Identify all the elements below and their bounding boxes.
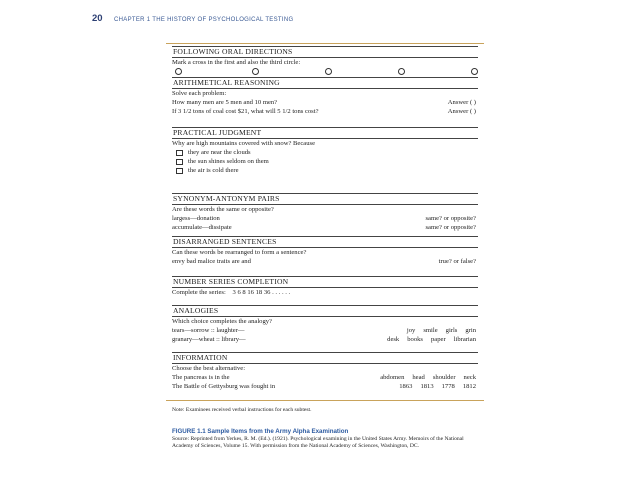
analogy-text: granary—wheat :: library— <box>172 336 246 343</box>
figure-source: Source: Reprinted from Yerkes, R. M. (Ed.). (1921). Psychological examining in the United States Army. Memoirs of the National Academy of Sciences, Volume 15. With permission from the National Academy of Sciences, Washington, DC. <box>172 435 464 449</box>
choice-word[interactable]: 1863 <box>399 383 413 390</box>
question-row <box>172 257 478 266</box>
choice-word[interactable]: joy <box>406 327 416 334</box>
question-text: Choose the best alternative: <box>172 365 246 372</box>
section-arithmetical-reasoning <box>172 77 478 116</box>
page-number: 20 <box>92 13 103 24</box>
question-row <box>172 326 478 335</box>
instruction: Mark a cross in the first and also the third circle: <box>172 59 301 66</box>
choice-word[interactable]: 1812 <box>462 383 476 390</box>
choice-word[interactable]: smile <box>423 327 438 334</box>
question-row <box>172 223 478 232</box>
checkbox-option[interactable] <box>172 148 478 157</box>
checkbox-option[interactable] <box>172 166 478 175</box>
question-row <box>172 98 478 107</box>
section-analogies <box>172 305 478 344</box>
choice-word[interactable]: shoulder <box>432 374 456 381</box>
question-text: Complete the series: <box>172 289 226 296</box>
section-heading: ANALOGIES <box>172 305 478 317</box>
circle-option[interactable] <box>175 68 182 75</box>
choice-word[interactable]: desk <box>387 336 400 343</box>
section-heading: ARITHMETICAL REASONING <box>172 77 478 89</box>
question-text: Which choice completes the analogy? <box>172 318 272 325</box>
choice-word[interactable]: paper <box>431 336 446 343</box>
section-disarranged-sentences <box>172 236 478 266</box>
question-row <box>172 373 478 382</box>
choice-word[interactable]: librarian <box>453 336 476 343</box>
section-practical-judgment <box>172 127 478 175</box>
choice-text[interactable]: same? or opposite? <box>425 215 476 222</box>
figure-title: FIGURE 1.1 Sample Items from the Army Alpha Examination <box>172 428 349 435</box>
choice-word[interactable]: neck <box>463 374 476 381</box>
question-text: How many men are 5 men and 10 men? <box>172 99 278 106</box>
scrambled-words: envy bad malice traits are and <box>172 258 251 265</box>
running-title: CHAPTER 1 THE HISTORY OF PSYCHOLOGICAL TESTING <box>114 17 294 23</box>
choice-list <box>399 326 476 335</box>
question-text: Can these words be rearranged to form a sentence? <box>172 249 307 256</box>
answer-field[interactable]: Answer ( ) <box>447 108 476 115</box>
choice-word[interactable]: 1778 <box>441 383 455 390</box>
checkbox-option[interactable] <box>172 157 478 166</box>
question-text: If 3 1/2 tons of coal cost $21, what will 5 1/2 tons cost? <box>172 108 319 115</box>
checkbox-icon <box>176 150 183 157</box>
question-row <box>172 382 478 391</box>
choice-list <box>372 373 476 382</box>
word-pair: accumulate—dissipate <box>172 224 232 231</box>
choice-list <box>391 382 476 391</box>
question-row <box>172 288 478 297</box>
circle-option[interactable] <box>398 68 405 75</box>
page-header <box>92 8 293 26</box>
choice-text[interactable]: same? or opposite? <box>425 224 476 231</box>
instruction: Solve each problem: <box>172 90 227 97</box>
circle-option[interactable] <box>471 68 478 75</box>
circle-row <box>172 67 478 76</box>
circle-option[interactable] <box>252 68 259 75</box>
choice-word[interactable]: grin <box>465 327 476 334</box>
section-heading: SYNONYM-ANTONYM PAIRS <box>172 193 478 205</box>
section-synonym-antonym <box>172 193 478 232</box>
figure-caption <box>172 428 482 450</box>
section-heading: INFORMATION <box>172 352 478 364</box>
choice-word[interactable]: head <box>412 374 425 381</box>
section-heading: PRACTICAL JUDGMENT <box>172 127 478 139</box>
section-heading: FOLLOWING ORAL DIRECTIONS <box>172 46 478 58</box>
choice-word[interactable]: books <box>407 336 423 343</box>
option-label: they are near the clouds <box>188 149 251 156</box>
section-information <box>172 352 478 391</box>
number-series: 3 6 8 16 18 36 . . . . . . <box>232 289 291 296</box>
choice-word[interactable]: abdomen <box>380 374 405 381</box>
question-text: Why are high mountains covered with snow? Because <box>172 140 316 147</box>
question-row <box>172 335 478 344</box>
question-text: Are these words the same or opposite? <box>172 206 274 213</box>
circle-option[interactable] <box>325 68 332 75</box>
question-text: The pancreas is in the <box>172 374 230 381</box>
choice-text[interactable]: true? or false? <box>438 258 476 265</box>
question-row <box>172 214 478 223</box>
question-row <box>172 107 478 116</box>
figure-note: Note: Examinees received verbal instructions for each subtest. <box>172 407 312 413</box>
word-pair: largess—donation <box>172 215 220 222</box>
option-label: the air is cold there <box>188 167 239 174</box>
section-heading: NUMBER SERIES COMPLETION <box>172 276 478 288</box>
option-label: the sun shines seldom on them <box>188 158 269 165</box>
question-text: The Battle of Gettysburg was fought in <box>172 383 276 390</box>
section-number-series <box>172 276 478 297</box>
answer-field[interactable]: Answer ( ) <box>447 99 476 106</box>
checkbox-icon <box>176 168 183 175</box>
section-oral-directions <box>172 46 478 76</box>
checkbox-icon <box>176 159 183 166</box>
choice-list <box>379 335 476 344</box>
choice-word[interactable]: girls <box>445 327 458 334</box>
analogy-text: tears—sorrow :: laughter— <box>172 327 245 334</box>
choice-word[interactable]: 1813 <box>420 383 434 390</box>
section-heading: DISARRANGED SENTENCES <box>172 236 478 248</box>
